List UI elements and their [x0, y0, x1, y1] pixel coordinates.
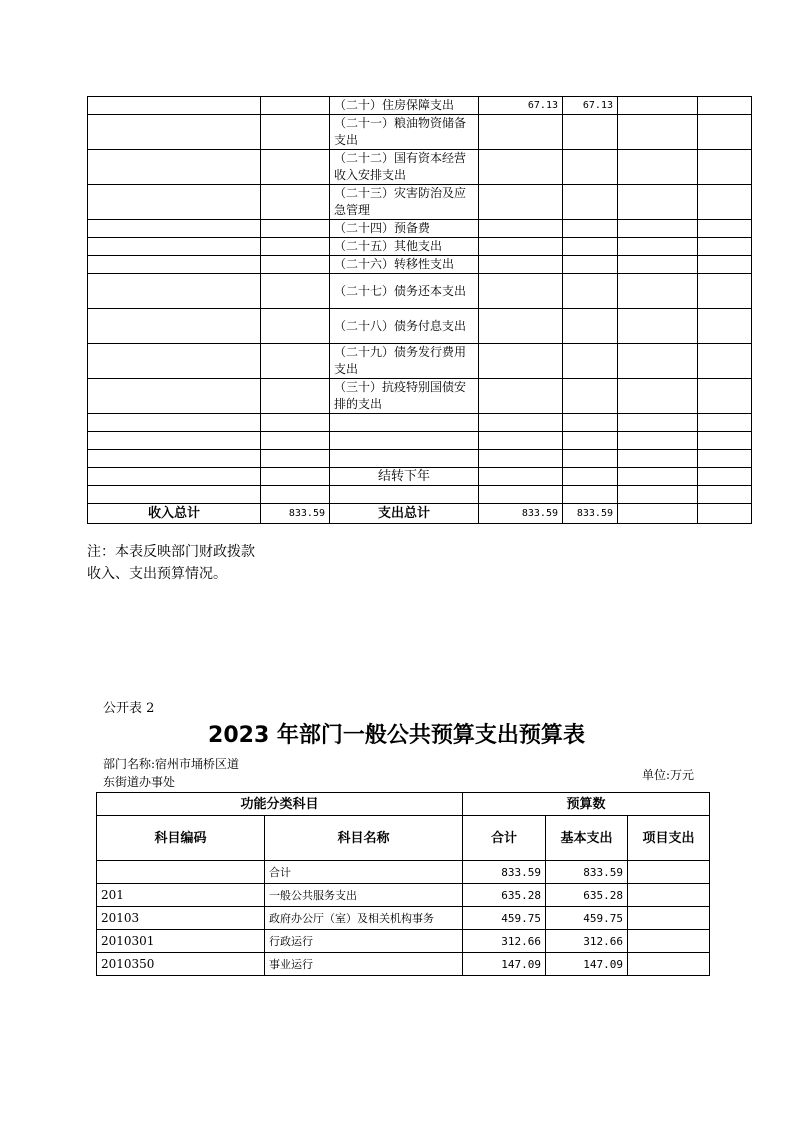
expense-total-cell — [479, 344, 563, 379]
expense-project-cell — [618, 432, 698, 450]
expense-project-cell — [618, 185, 698, 220]
income-item-cell — [88, 185, 261, 220]
header-project-expense: 项目支出 — [628, 816, 710, 861]
income-item-cell — [88, 238, 261, 256]
expense-other-cell — [698, 274, 752, 309]
table-row — [97, 930, 710, 953]
expense-total-cell — [479, 150, 563, 185]
expense-other-cell — [698, 115, 752, 150]
expense-item-cell — [330, 450, 479, 468]
income-amount-cell — [261, 468, 330, 486]
table-row — [97, 953, 710, 976]
expense-basic-cell — [563, 344, 618, 379]
total-cell: 833.59 — [463, 861, 546, 884]
table-row — [97, 907, 710, 930]
table-row — [88, 432, 752, 450]
expense-total-basic: 833.59 — [563, 504, 618, 524]
department-name-line2: 东街道办事处 — [103, 775, 176, 789]
table-row — [88, 150, 752, 185]
empty-cell — [261, 486, 330, 504]
subject-code-cell: 2010350 — [97, 953, 265, 976]
income-item-cell — [88, 344, 261, 379]
expense-project-cell — [618, 379, 698, 414]
header-subject-code: 科目编码 — [97, 816, 265, 861]
expense-project-cell — [618, 97, 698, 115]
expense-project-cell — [618, 115, 698, 150]
table-row — [88, 414, 752, 432]
subject-name-cell: 行政运行 — [265, 930, 463, 953]
total-cell: 312.66 — [463, 930, 546, 953]
expense-item-cell: （二十）住房保障支出 — [330, 97, 479, 115]
expense-other-cell — [698, 379, 752, 414]
income-item-cell — [88, 450, 261, 468]
expense-item-cell — [330, 432, 479, 450]
income-amount-cell — [261, 238, 330, 256]
subject-name-cell: 合计 — [265, 861, 463, 884]
table-row — [88, 379, 752, 414]
table-row — [88, 256, 752, 274]
project-expense-cell — [628, 930, 710, 953]
project-expense-cell — [628, 861, 710, 884]
table-row — [88, 309, 752, 344]
expense-basic-cell — [563, 379, 618, 414]
expense-basic-cell — [563, 309, 618, 344]
empty-cell — [563, 468, 618, 486]
income-total-label: 收入总计 — [88, 504, 261, 524]
expense-basic-cell — [563, 450, 618, 468]
expense-item-cell: （二十二）国有资本经营收入安排支出 — [330, 150, 479, 185]
basic-expense-cell: 459.75 — [546, 907, 628, 930]
total-cell: 147.09 — [463, 953, 546, 976]
income-item-cell — [88, 220, 261, 238]
expense-basic-cell: 67.13 — [563, 97, 618, 115]
income-amount-cell — [261, 414, 330, 432]
table-row — [97, 884, 710, 907]
income-amount-cell — [261, 185, 330, 220]
expense-other-cell — [698, 238, 752, 256]
table-row — [88, 344, 752, 379]
basic-expense-cell: 147.09 — [546, 953, 628, 976]
expenditure-table — [96, 792, 710, 976]
expense-item-cell: （二十九）债务发行费用支出 — [330, 344, 479, 379]
expense-other-cell — [698, 414, 752, 432]
expense-other-cell — [698, 256, 752, 274]
subject-code-cell: 2010301 — [97, 930, 265, 953]
table-row — [88, 185, 752, 220]
header-budget: 预算数 — [463, 793, 710, 816]
table-row — [88, 220, 752, 238]
table-row — [88, 486, 752, 504]
expense-total-cell: 67.13 — [479, 97, 563, 115]
income-amount-cell — [261, 432, 330, 450]
income-amount-cell — [261, 115, 330, 150]
expense-project-cell — [618, 150, 698, 185]
empty-cell — [618, 486, 698, 504]
expense-project-cell — [618, 256, 698, 274]
expense-total-cell — [479, 379, 563, 414]
project-expense-cell — [628, 907, 710, 930]
carryover-label: 结转下年 — [330, 468, 479, 486]
income-amount-cell — [261, 274, 330, 309]
basic-expense-cell: 833.59 — [546, 861, 628, 884]
project-expense-cell — [628, 884, 710, 907]
header-function-category: 功能分类科目 — [97, 793, 463, 816]
income-item-cell — [88, 150, 261, 185]
subject-code-cell: 201 — [97, 884, 265, 907]
totals-row — [88, 504, 752, 524]
income-amount-cell — [261, 256, 330, 274]
expense-total-cell — [479, 309, 563, 344]
expense-other-cell — [698, 309, 752, 344]
income-amount-cell — [261, 309, 330, 344]
expense-project-cell — [618, 414, 698, 432]
expense-project-cell — [618, 238, 698, 256]
income-item-cell — [88, 432, 261, 450]
table-row — [88, 450, 752, 468]
expense-other-cell — [698, 450, 752, 468]
expense-item-cell: （二十六）转移性支出 — [330, 256, 479, 274]
income-amount-cell — [261, 450, 330, 468]
expense-item-cell: （二十四）预备费 — [330, 220, 479, 238]
income-amount-cell — [261, 344, 330, 379]
expense-item-cell: （三十）抗疫特别国债安排的支出 — [330, 379, 479, 414]
income-item-cell — [88, 309, 261, 344]
expense-other-cell — [698, 344, 752, 379]
expense-total-cell — [479, 185, 563, 220]
expense-project-cell — [618, 220, 698, 238]
unit-label: 单位:万元 — [642, 768, 695, 782]
expense-item-cell: （二十七）债务还本支出 — [330, 274, 479, 309]
expense-total-cell — [479, 115, 563, 150]
page-title: 2023 年部门一般公共预算支出预算表 — [208, 723, 585, 748]
department-name-line1: 部门名称:宿州市埇桥区道 — [103, 757, 240, 771]
income-item-cell — [88, 468, 261, 486]
income-item-cell — [88, 414, 261, 432]
header-basic-expense: 基本支出 — [546, 816, 628, 861]
expense-other-cell — [698, 220, 752, 238]
total-cell: 635.28 — [463, 884, 546, 907]
income-item-cell — [88, 256, 261, 274]
empty-cell — [563, 486, 618, 504]
table-row — [97, 861, 710, 884]
income-item-cell — [88, 274, 261, 309]
subject-name-cell: 事业运行 — [265, 953, 463, 976]
expense-item-cell: （二十八）债务付息支出 — [330, 309, 479, 344]
table-note: 注：本表反映部门财政拨款收入、支出预算情况。 — [87, 544, 255, 582]
table-label: 公开表 2 — [103, 701, 155, 716]
empty-cell — [88, 486, 261, 504]
subject-code-cell: 20103 — [97, 907, 265, 930]
expense-total-cell — [479, 238, 563, 256]
basic-expense-cell: 635.28 — [546, 884, 628, 907]
expense-basic-cell — [563, 150, 618, 185]
income-item-cell — [88, 97, 261, 115]
expense-total-cell — [479, 274, 563, 309]
expense-total-cell — [479, 256, 563, 274]
expense-basic-cell — [563, 432, 618, 450]
carryover-row — [88, 468, 752, 486]
basic-expense-cell: 312.66 — [546, 930, 628, 953]
header-subject-name: 科目名称 — [265, 816, 463, 861]
expense-total-value: 833.59 — [479, 504, 563, 524]
expense-basic-cell — [563, 115, 618, 150]
table-row — [88, 274, 752, 309]
project-expense-cell — [628, 953, 710, 976]
header-total: 合计 — [463, 816, 546, 861]
table-row — [88, 238, 752, 256]
expense-other-cell — [698, 185, 752, 220]
expense-project-cell — [618, 274, 698, 309]
expense-other-cell — [698, 150, 752, 185]
table-row — [88, 97, 752, 115]
subject-name-cell: 政府办公厅（室）及相关机构事务 — [265, 907, 463, 930]
expense-project-cell — [618, 344, 698, 379]
empty-cell — [618, 504, 698, 524]
subject-name-cell: 一般公共服务支出 — [265, 884, 463, 907]
expense-basic-cell — [563, 274, 618, 309]
expense-basic-cell — [563, 414, 618, 432]
empty-cell — [479, 486, 563, 504]
expense-total-cell — [479, 414, 563, 432]
income-amount-cell — [261, 97, 330, 115]
expense-other-cell — [698, 432, 752, 450]
expense-total-cell — [479, 450, 563, 468]
expense-basic-cell — [563, 238, 618, 256]
empty-cell — [698, 468, 752, 486]
table-row — [88, 115, 752, 150]
expense-basic-cell — [563, 185, 618, 220]
income-amount-cell — [261, 220, 330, 238]
income-item-cell — [88, 115, 261, 150]
expense-total-cell — [479, 220, 563, 238]
expense-total-cell — [479, 432, 563, 450]
expense-project-cell — [618, 309, 698, 344]
expense-project-cell — [618, 450, 698, 468]
expense-other-cell — [698, 97, 752, 115]
total-cell: 459.75 — [463, 907, 546, 930]
expense-item-cell: （二十三）灾害防治及应急管理 — [330, 185, 479, 220]
expense-item-cell: （二十五）其他支出 — [330, 238, 479, 256]
expense-basic-cell — [563, 256, 618, 274]
empty-cell — [698, 504, 752, 524]
expense-total-label: 支出总计 — [330, 504, 479, 524]
empty-cell — [330, 486, 479, 504]
income-amount-cell — [261, 150, 330, 185]
subject-code-cell — [97, 861, 265, 884]
empty-cell — [479, 468, 563, 486]
expense-basic-cell — [563, 220, 618, 238]
income-expense-table — [87, 96, 752, 524]
expense-item-cell: （二十一）粮油物资储备支出 — [330, 115, 479, 150]
expense-item-cell — [330, 414, 479, 432]
empty-cell — [698, 486, 752, 504]
income-item-cell — [88, 379, 261, 414]
income-total-value: 833.59 — [261, 504, 330, 524]
income-amount-cell — [261, 379, 330, 414]
empty-cell — [618, 468, 698, 486]
